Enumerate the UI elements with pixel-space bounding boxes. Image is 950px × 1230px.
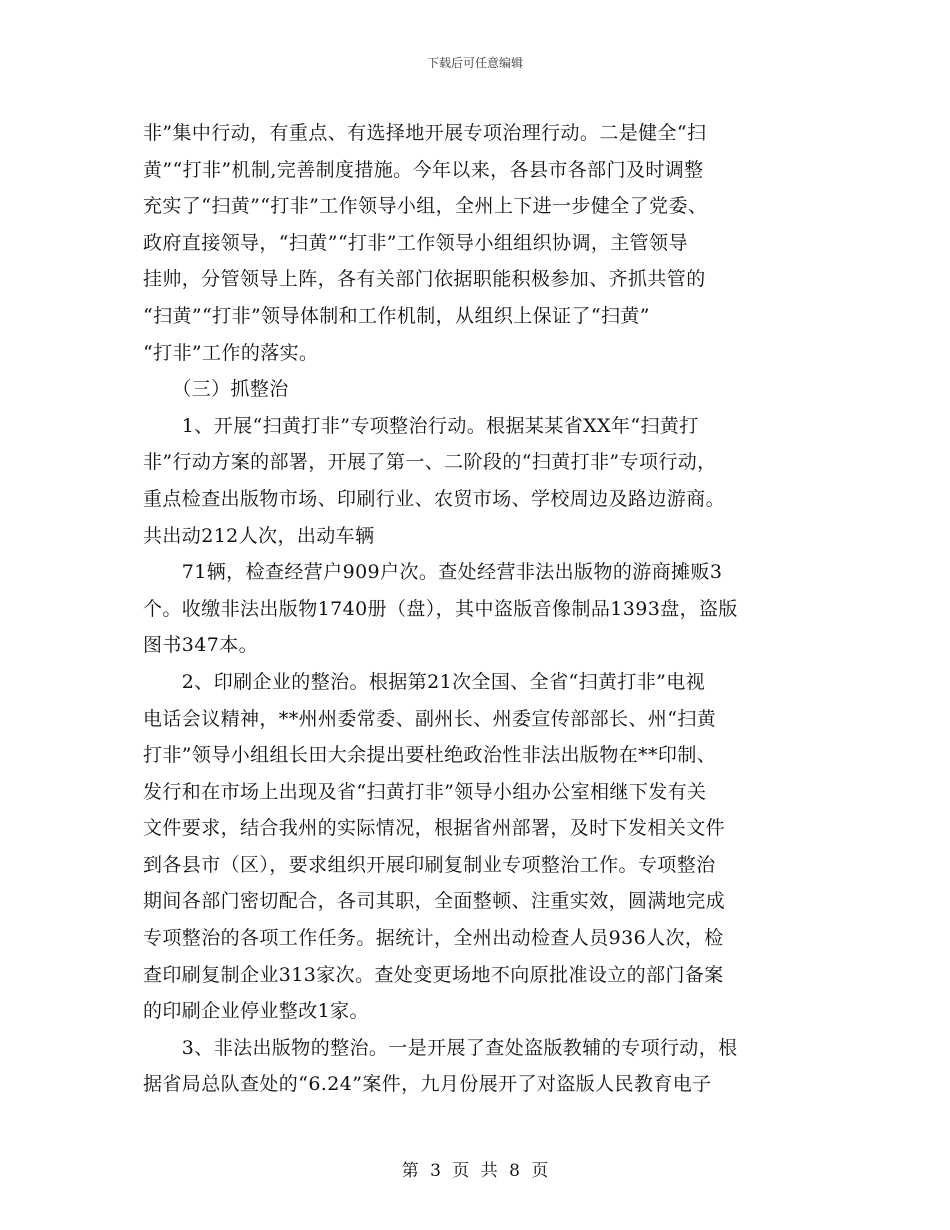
text-line: 据省局总队查处的“6.24”案件，九月份展开了对盗版人民教育电子 [143, 1073, 712, 1096]
text-line: 非”集中行动，有重点、有选择地开展专项治理行动。二是健全“扫 [143, 122, 707, 144]
text-line: 期间各部门密切配合，各司其职，全面整顿、注重实效，圆满地完成 [143, 890, 726, 913]
text-line: 3、非法出版物的整治。一是开展了查处盗版教辅的专项行动，根 [143, 1036, 738, 1059]
page-number: 第 3 页 共 8 页 [401, 1161, 549, 1181]
text-line: 重点检查出版物市场、印刷行业、农贸市场、学校周边及路边游商。 [143, 487, 726, 510]
text-line: “打非”工作的落实。 [143, 341, 319, 364]
text-line: 文件要求，结合我州的实际情况，根据省州部署，及时下发相关文件 [143, 817, 726, 840]
text-line: 个。收缴非法出版物1740册（盘），其中盗版音像制品1393盘，盗版 [143, 597, 738, 620]
text-line: 政府直接领导，“扫黄”“打非”工作领导小组组织协调，主管领导 [143, 231, 688, 254]
text-line: 打非”领导小组组长田大余提出要杜绝政治性非法出版物在**印制、 [143, 744, 717, 767]
text-line: 电话会议精神，**州州委常委、副州长、州委宣传部部长、州“扫黄 [143, 707, 717, 730]
text-line: 非”行动方案的部署，开展了第一、二阶段的“扫黄打非”专项行动， [143, 451, 717, 474]
text-line: 到各县市（区），要求组织开展印刷复制业专项整治工作。专项整治 [143, 853, 716, 876]
text-line: 专项整治的各项工作任务。据统计，全州出动检查人员936人次，检 [143, 927, 724, 950]
text-line: 71辆，检查经营户909户次。查处经营非法出版物的游商摊贩3 [143, 561, 723, 584]
text-line: 图书347本。 [143, 634, 259, 657]
text-line: 2、印刷企业的整治。根据第21次全国、全省“扫黄打非”电视 [143, 670, 706, 693]
text-line: 黄”“打非”机制,完善制度措施。今年以来，各县市各部门及时调整 [143, 158, 704, 181]
text-line: 查印刷复制企业313家次。查处变更场地不向原批准设立的部门备案 [143, 963, 724, 986]
text-line: 发行和在市场上出现及省“扫黄打非”领导小组办公室相继下发有关 [143, 780, 707, 803]
text-line: 充实了“扫黄”“打非”工作领导小组，全州上下进一步健全了党委、 [143, 195, 708, 218]
page-header: 下载后可任意编辑 [426, 56, 523, 70]
text-line: 挂帅，分管领导上阵，各有关部门依据职能积极参加、齐抓共管的 [143, 268, 706, 291]
section-heading: （三）抓整治 [143, 378, 289, 401]
text-line: 的印刷企业停业整改1家。 [143, 1000, 369, 1023]
document-body [143, 115, 809, 1103]
text-line: 1、开展“扫黄打非”专项整治行动。根据某某省XX年“扫黄打 [143, 414, 699, 437]
text-line: “扫黄”“打非”领导体制和工作机制，从组织上保证了“扫黄” [143, 304, 650, 327]
text-line: 共出动212人次，出动车辆 [143, 524, 375, 547]
